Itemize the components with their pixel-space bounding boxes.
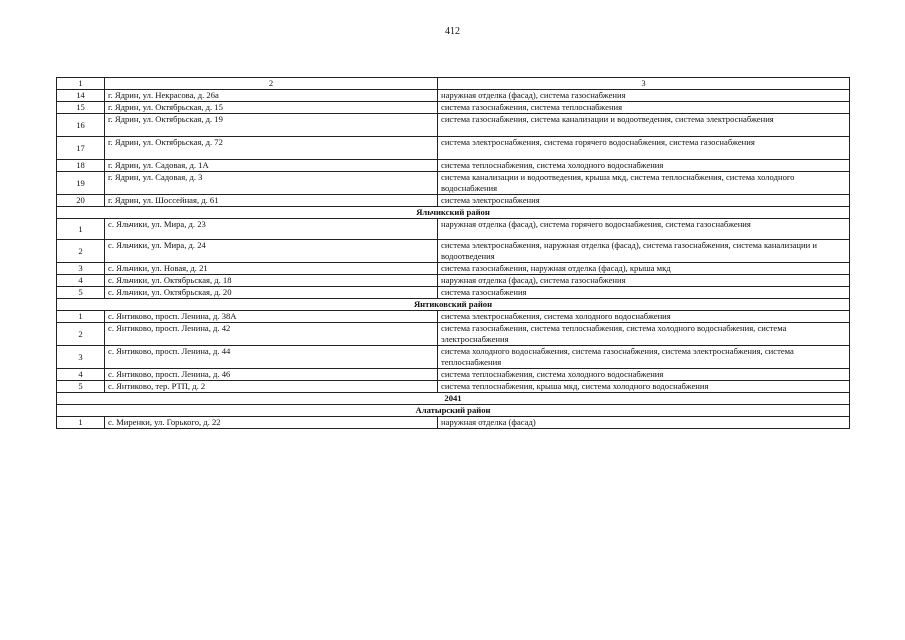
- section-heading-row: [57, 393, 850, 405]
- repair-works: система электроснабжения, наружная отделка (фасад), система газоснабжения, система канализации и водоотведения: [438, 240, 850, 263]
- repair-works: система теплоснабжения, система холодного водоснабжения: [438, 369, 850, 381]
- table-row: [57, 346, 850, 369]
- repair-works: наружная отделка (фасад), система газоснабжения: [438, 90, 850, 102]
- row-number: 5: [57, 287, 105, 299]
- column-number-1: 1: [57, 78, 105, 90]
- repair-works: наружная отделка (фасад), система газоснабжения: [438, 275, 850, 287]
- row-number: 5: [57, 381, 105, 393]
- repair-works: система газоснабжения, система теплоснабжения, система холодного водоснабжения, система электроснабжения: [438, 323, 850, 346]
- section-heading-row: [57, 405, 850, 417]
- building-address: г. Ядрин, ул. Садовая, д. 1А: [105, 160, 438, 172]
- row-number: 15: [57, 102, 105, 114]
- table-row: [57, 417, 850, 429]
- building-address: с. Янтиково, просп. Ленина, д. 44: [105, 346, 438, 369]
- table-row: [57, 263, 850, 275]
- row-number: 14: [57, 90, 105, 102]
- table-row: [57, 137, 850, 160]
- table-row: [57, 275, 850, 287]
- repair-works: система электроснабжения: [438, 195, 850, 207]
- row-number: 4: [57, 369, 105, 381]
- table-row: [57, 114, 850, 137]
- repair-works: наружная отделка (фасад): [438, 417, 850, 429]
- page-number: 412: [445, 26, 460, 37]
- table-row: [57, 172, 850, 195]
- section-title: Янтиковский район: [57, 299, 850, 311]
- table-body: [57, 78, 850, 429]
- column-number-row: [57, 78, 850, 90]
- building-address: с. Яльчики, ул. Новая, д. 21: [105, 263, 438, 275]
- building-address: г. Ядрин, ул. Октябрьская, д. 19: [105, 114, 438, 137]
- section-heading-row: [57, 299, 850, 311]
- building-address: с. Янтиково, просп. Ленина, д. 46: [105, 369, 438, 381]
- table-row: [57, 381, 850, 393]
- table-row: [57, 240, 850, 263]
- table-row: [57, 369, 850, 381]
- table-row: [57, 219, 850, 240]
- table-row: [57, 311, 850, 323]
- repair-works: система теплоснабжения, крыша мкд, система холодного водоснабжения: [438, 381, 850, 393]
- table-row: [57, 323, 850, 346]
- building-address: с. Яльчики, ул. Мира, д. 23: [105, 219, 438, 240]
- building-address: с. Миренки, ул. Горького, д. 22: [105, 417, 438, 429]
- section-title: 2041: [57, 393, 850, 405]
- row-number: 2: [57, 240, 105, 263]
- repair-works: система канализации и водоотведения, крыша мкд, система теплоснабжения, система холодного водоснабжения: [438, 172, 850, 195]
- table-row: [57, 195, 850, 207]
- building-address: г. Ядрин, ул. Шоссейная, д. 61: [105, 195, 438, 207]
- row-number: 16: [57, 114, 105, 137]
- repair-works: система холодного водоснабжения, система газоснабжения, система электроснабжения, система теплоснабжения: [438, 346, 850, 369]
- building-address: г. Ядрин, ул. Садовая, д. 3: [105, 172, 438, 195]
- building-address: с. Янтиково, просп. Ленина, д. 38А: [105, 311, 438, 323]
- section-title: Алатырский район: [57, 405, 850, 417]
- building-address: с. Яльчики, ул. Мира, д. 24: [105, 240, 438, 263]
- row-number: 1: [57, 219, 105, 240]
- building-address: г. Ядрин, ул. Октябрьская, д. 15: [105, 102, 438, 114]
- table-row: [57, 160, 850, 172]
- table-row: [57, 287, 850, 299]
- section-title: Яльчикский район: [57, 207, 850, 219]
- row-number: 17: [57, 137, 105, 160]
- table-row: [57, 102, 850, 114]
- repair-works: система газоснабжения, наружная отделка (фасад), крыша мкд: [438, 263, 850, 275]
- section-heading-row: [57, 207, 850, 219]
- row-number: 1: [57, 311, 105, 323]
- repair-works: система газоснабжения: [438, 287, 850, 299]
- building-address: с. Янтиково, просп. Ленина, д. 42: [105, 323, 438, 346]
- row-number: 1: [57, 417, 105, 429]
- column-number-2: 2: [105, 78, 438, 90]
- building-address: г. Ядрин, ул. Некрасова, д. 26а: [105, 90, 438, 102]
- repair-works: система газоснабжения, система теплоснабжения: [438, 102, 850, 114]
- row-number: 2: [57, 323, 105, 346]
- column-number-3: 3: [438, 78, 850, 90]
- building-address: с. Яльчики, ул. Октябрьская, д. 18: [105, 275, 438, 287]
- repair-works: система электроснабжения, система холодного водоснабжения: [438, 311, 850, 323]
- repair-works: система теплоснабжения, система холодного водоснабжения: [438, 160, 850, 172]
- building-address: с. Янтиково, тер. РТП, д. 2: [105, 381, 438, 393]
- row-number: 19: [57, 172, 105, 195]
- building-address: с. Яльчики, ул. Октябрьская, д. 20: [105, 287, 438, 299]
- row-number: 3: [57, 263, 105, 275]
- row-number: 18: [57, 160, 105, 172]
- repair-works: система электроснабжения, система горячего водоснабжения, система газоснабжения: [438, 137, 850, 160]
- table-row: [57, 90, 850, 102]
- repair-works: система газоснабжения, система канализации и водоотведения, система электроснабжения: [438, 114, 850, 137]
- repair-works: наружная отделка (фасад), система горячего водоснабжения, система газоснабжения: [438, 219, 850, 240]
- repair-schedule-table: [56, 77, 850, 429]
- row-number: 4: [57, 275, 105, 287]
- building-address: г. Ядрин, ул. Октябрьская, д. 72: [105, 137, 438, 160]
- row-number: 20: [57, 195, 105, 207]
- row-number: 3: [57, 346, 105, 369]
